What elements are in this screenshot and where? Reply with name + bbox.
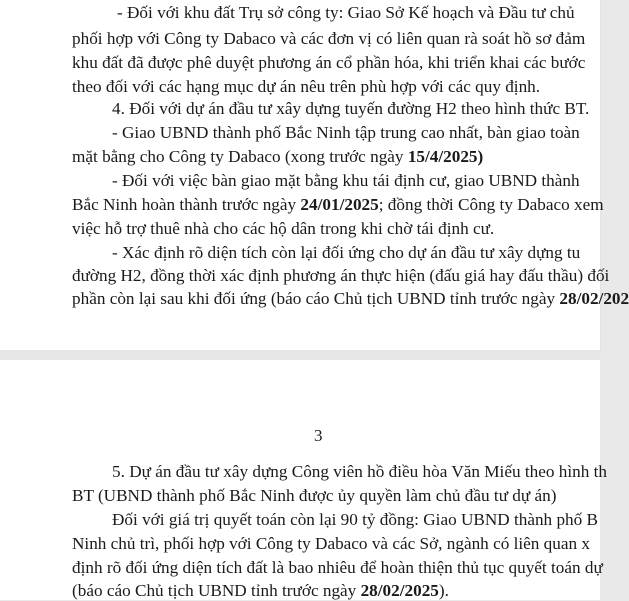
text-run: khu đất đã được phê duyệt phương án cổ phần hóa, khi triển khai các bước (72, 53, 586, 72)
text-line (112, 123, 580, 143)
text-run: Đối với giá trị quyết toán còn lại 90 tỷ đồng: Giao UBND thành phố B (112, 510, 598, 529)
text-run: việc hỗ trợ thuê nhà cho các hộ dân trong khi chờ tái định cư. (72, 219, 495, 238)
date-highlight: 15/4/2025) (407, 147, 484, 166)
text-line (112, 510, 598, 530)
text-run: - Giao UBND thành phố Bắc Ninh tập trung cao nhất, bàn giao toàn (112, 123, 580, 142)
text-run: đường H2, đồng thời xác định phương án thực hiện (đấu giá hay đấu thầu) đối (72, 266, 610, 285)
text-line (72, 266, 609, 286)
text-run: phối hợp với Công ty Dabaco và các đơn vị có liên quan rà soát hồ sơ đảm (72, 29, 586, 48)
text-line (72, 219, 494, 239)
text-line (72, 29, 585, 49)
text-run: BT (UBND thành phố Bắc Ninh được ủy quyền làm chủ đầu tư dự án) (72, 486, 557, 505)
text-line (72, 53, 585, 73)
text-line (72, 289, 629, 309)
text-run: 4. Đối với dự án đầu tư xây dựng tuyến đường H2 theo hình thức BT. (112, 99, 590, 118)
text-run: (báo cáo Chủ tịch UBND tỉnh trước ngày (72, 581, 361, 600)
text-run: theo đối với các hạng mục dự án nêu trên phù hợp với các quy định. (72, 77, 541, 96)
text-line (112, 462, 607, 482)
text-line (72, 581, 449, 601)
text-line (72, 534, 590, 554)
text-line (72, 558, 603, 578)
page-number: 3 (314, 426, 323, 445)
text-line (72, 195, 604, 215)
text-run: phần còn lại sau khi đối ứng (báo cáo Chủ tịch UBND tỉnh trước ngày (72, 289, 560, 308)
text-line (72, 147, 483, 167)
text-run: Ninh chủ trì, phối hợp với Công ty Dabaco và các Sở, ngành có liên quan x (72, 534, 590, 553)
text-line (117, 3, 575, 23)
text-run: - Đối với khu đất Trụ sở công ty: Giao Sở Kế hoạch và Đầu tư chủ (117, 3, 575, 22)
text-run: - Xác định rõ diện tích còn lại đối ứng cho dự án đầu tư xây dựng tu (112, 243, 581, 262)
text-run: Bắc Ninh hoàn thành trước ngày (72, 195, 301, 214)
text-run: ). (438, 581, 449, 600)
text-line (112, 99, 589, 119)
text-run: 5. Dự án đầu tư xây dựng Công viên hồ điều hòa Văn Miếu theo hình th (112, 462, 607, 481)
page-separator (0, 350, 600, 360)
text-line (72, 486, 556, 506)
text-line (72, 77, 540, 97)
text-run: mặt bằng cho Công ty Dabaco (xong trước ngày (72, 147, 408, 166)
text-line (112, 243, 580, 263)
text-run: - Đối với việc bàn giao mặt bằng khu tái định cư, giao UBND thành (112, 171, 580, 190)
document-page-3 (0, 360, 607, 600)
text-line (112, 171, 580, 191)
text-run: định rõ đối ứng diện tích đất là bao nhiêu để hoàn thiện thủ tục quyết toán dự (72, 558, 603, 577)
date-highlight: 24/01/2025 (300, 195, 379, 214)
date-highlight: 28/02/2025 (360, 581, 439, 600)
text-run: ; đồng thời Công ty Dabaco xem (378, 195, 604, 214)
date-highlight: 28/02/202 (559, 289, 629, 308)
